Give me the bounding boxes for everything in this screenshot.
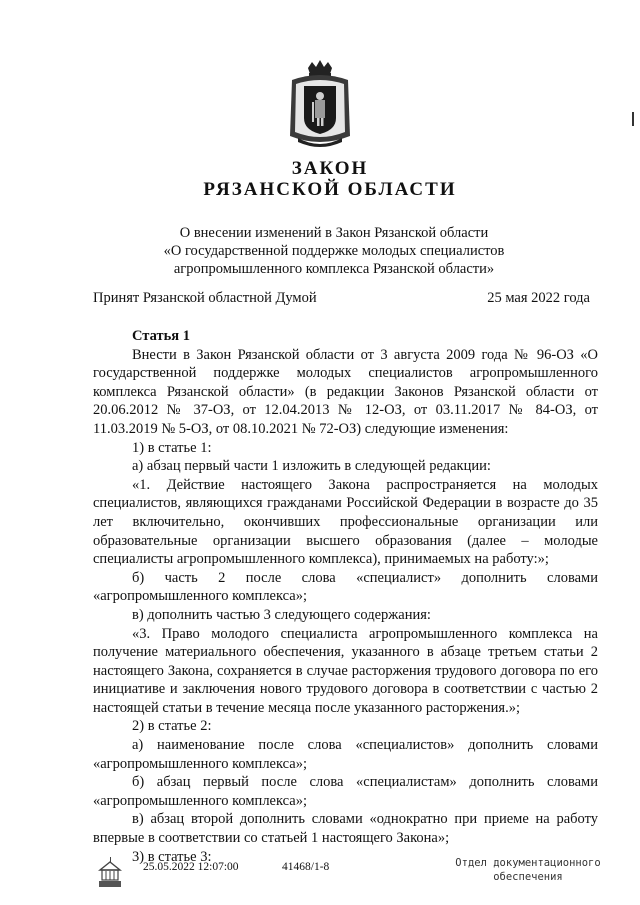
- paragraph: а) абзац первый части 1 изложить в следующей редакции:: [132, 458, 491, 475]
- paragraph: «3. Право молодого специалиста агропромышленного комплекса на получение материального обеспечения, указанного в абзаце третьем статьи 2 настоящего Закона, сохраняется в случае расторжения трудового договора по его инициативе и заключения нового трудового договора в соответствии с частью 2 настоящей статьи в течение месяца после указанного расторжения.»;: [93, 625, 598, 716]
- office-stamp: [448, 856, 608, 884]
- stamp-line: Отдел документационного: [455, 857, 601, 869]
- registration-datetime: 25.05.2022 12:07:00: [143, 861, 239, 873]
- adoption-date: 25 мая 2022 года: [487, 290, 590, 306]
- law-subject-line: агропромышленного комплекса Рязанской области»: [173, 261, 495, 277]
- stamp-line: обеспечения: [493, 871, 563, 883]
- page-edge-mark: [632, 112, 634, 126]
- paragraph: 1) в статье 1:: [132, 439, 212, 456]
- law-body: [93, 327, 598, 866]
- paragraph: 3) в статье 3:: [132, 848, 212, 865]
- paragraph: в) дополнить частью 3 следующего содержания:: [132, 606, 431, 623]
- law-subject-line: «О государственной поддержке молодых специалистов: [163, 243, 505, 259]
- coat-of-arms-icon: [282, 58, 358, 150]
- paragraph: б) часть 2 после слова «специалист» дополнить словами «агропромышленного комплекса»;: [93, 569, 598, 605]
- law-title: ЗАКОН: [291, 158, 369, 179]
- registration-number: 41468/1-8: [282, 861, 330, 873]
- article-heading: Статья 1: [132, 328, 190, 344]
- paragraph: б) абзац первый после слова «специалистам» дополнить словами «агропромышленного комплекса»;: [93, 774, 598, 809]
- paragraph: «1. Действие настоящего Закона распространяется на молодых специалистов, являющихся гражданами Российской Федерации в возрасте до 35 лет включительно, окончивших профессиональные организации или образовательные организации высшего образования (далее – молодые специалисты агропромышленного комплекса), принимаемых на работу:»;: [93, 476, 598, 568]
- duma-logo-icon: [96, 856, 124, 890]
- law-subject-line: О внесении изменений в Закон Рязанской области: [179, 225, 489, 241]
- adopted-by: Принят Рязанской областной Думой: [93, 290, 317, 306]
- law-region: РЯЗАНСКОЙ ОБЛАСТИ: [203, 179, 457, 200]
- paragraph: Внести в Закон Рязанской области от 3 августа 2009 года № 96-ОЗ «О государственной поддержке молодых специалистов агропромышленного комплекса Рязанской области» (в редакции Законов Рязанской области от 20.06.2012 № 37-ОЗ, от 12.04.2013 № 12-ОЗ, от 03.11.2017 № 84-ОЗ, от 11.03.2019 № 5-ОЗ, от 08.10.2021 № 72-ОЗ) следующие изменения:: [93, 346, 598, 437]
- paragraph: а) наименование после слова «специалистов» дополнить словами «агропромышленного комплекса»;: [93, 737, 598, 772]
- paragraph: в) абзац второй дополнить словами «однократно при приеме на работу впервые в соответствии со статьей 1 настоящего Закона»;: [93, 811, 598, 847]
- paragraph: 2) в статье 2:: [132, 718, 212, 735]
